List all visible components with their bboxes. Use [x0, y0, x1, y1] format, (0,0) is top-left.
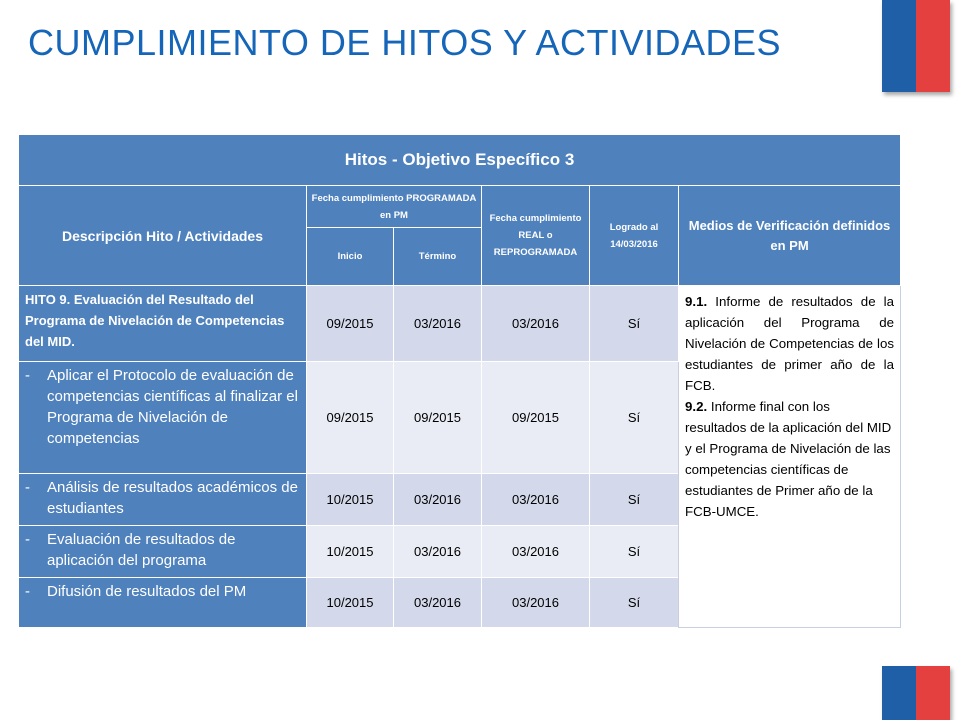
verification-means — [679, 286, 901, 628]
row-description — [19, 362, 307, 474]
header-real-date: Fecha cumplimiento REAL o REPROGRAMADA — [482, 186, 590, 286]
row-start: 10/2015 — [307, 526, 394, 578]
verification-item-2-number: 9.2. — [685, 399, 708, 414]
header-end: Término — [394, 228, 482, 286]
header-verification: Medios de Verificación definidos en PM — [679, 186, 901, 286]
activity-text: Análisis de resultados académicos de estudiantes — [47, 479, 298, 517]
verification-item-1 — [685, 291, 894, 396]
table-banner: Hitos - Objetivo Específico 3 — [19, 135, 901, 186]
row-achieved: Sí — [590, 286, 679, 362]
chile-flag-logo — [882, 0, 950, 92]
row-real: 03/2016 — [482, 474, 590, 526]
chile-flag-logo-bottom — [882, 666, 950, 720]
verification-item-2 — [685, 396, 894, 522]
activity-text: Evaluación de resultados de aplicación del programa — [47, 531, 236, 569]
bullet-dash: - — [25, 367, 30, 384]
milestones-table — [18, 134, 901, 628]
verification-item-1-number: 9.1. — [685, 294, 708, 309]
row-achieved: Sí — [590, 474, 679, 526]
bullet-dash: - — [25, 531, 30, 548]
header-description: Descripción Hito / Actividades — [19, 186, 307, 286]
row-start: 10/2015 — [307, 474, 394, 526]
header-achieved: Logrado al 14/03/2016 — [590, 186, 679, 286]
verification-item-2-text: Informe final con los resultados de la aplicación del MID y el Programa de Nivelación de las competencias científicas de estudiantes de Primer año de la FCB-UMCE. — [685, 399, 892, 519]
row-start: 09/2015 — [307, 362, 394, 474]
row-achieved: Sí — [590, 578, 679, 628]
row-end: 03/2016 — [394, 286, 482, 362]
row-real: 03/2016 — [482, 286, 590, 362]
header-start: Inicio — [307, 228, 394, 286]
table-row — [19, 286, 901, 362]
verification-item-1-text: Informe de resultados de la aplicación del Programa de Nivelación de Competencias de los estudiantes de primer año de la FCB. — [685, 294, 895, 393]
row-start: 10/2015 — [307, 578, 394, 628]
row-end: 03/2016 — [394, 578, 482, 628]
row-real: 03/2016 — [482, 526, 590, 578]
activity-text: Aplicar el Protocolo de evaluación de competencias científicas al finalizar el Programa de Nivelación de competencias — [47, 367, 298, 447]
bullet-dash: - — [25, 583, 30, 600]
row-end: 03/2016 — [394, 526, 482, 578]
row-real: 03/2016 — [482, 578, 590, 628]
row-achieved: Sí — [590, 526, 679, 578]
header-programmed-date: Fecha cumplimiento PROGRAMADA en PM — [307, 186, 482, 228]
row-description — [19, 526, 307, 578]
bullet-dash: - — [25, 479, 30, 496]
row-real: 09/2015 — [482, 362, 590, 474]
activity-text: Difusión de resultados del PM — [47, 583, 247, 600]
page-title: CUMPLIMIENTO DE HITOS Y ACTIVIDADES — [28, 22, 782, 63]
row-end: 03/2016 — [394, 474, 482, 526]
row-achieved: Sí — [590, 362, 679, 474]
row-end: 09/2015 — [394, 362, 482, 474]
row-start: 09/2015 — [307, 286, 394, 362]
row-description — [19, 578, 307, 628]
row-description: HITO 9. Evaluación del Resultado del Programa de Nivelación de Competencias del MID. — [19, 286, 307, 362]
row-description — [19, 474, 307, 526]
